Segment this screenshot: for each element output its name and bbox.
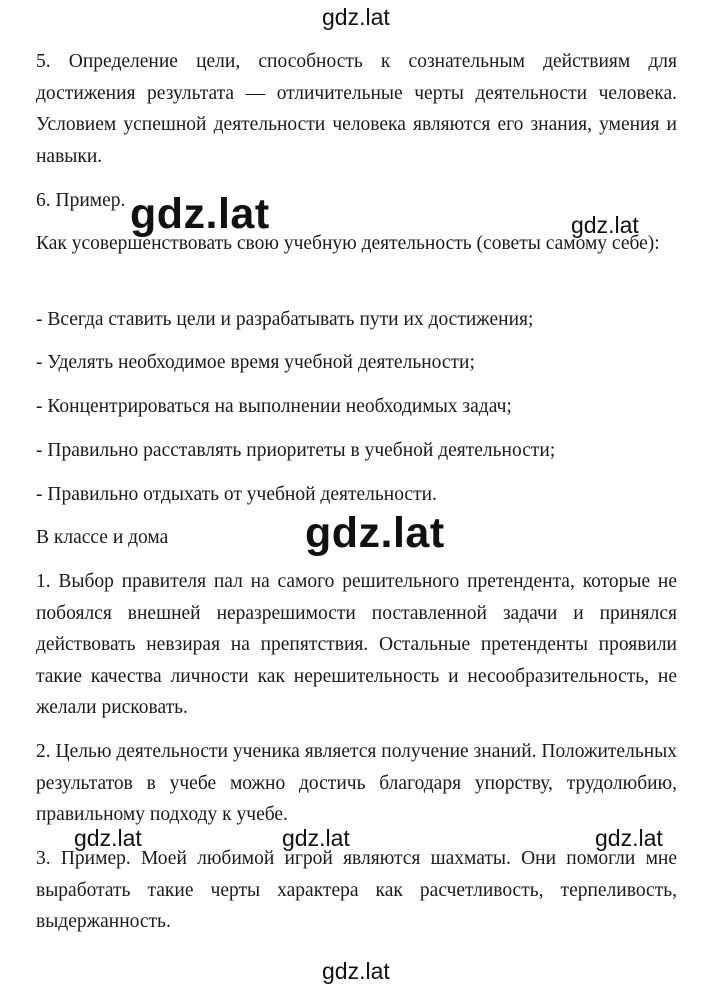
paragraph-6-heading: 6. Пример. <box>36 190 126 211</box>
watermark-bottom: gdz.lat <box>322 958 390 984</box>
watermark-small-left: gdz.lat <box>74 825 142 851</box>
watermark-large-2: gdz.lat <box>305 509 445 557</box>
section-heading: В классе и дома <box>36 527 169 548</box>
watermark-small-right: gdz.lat <box>571 212 639 238</box>
paragraph-5: 5. Определение цели, способность к сознательным действиям для достижения результата — отличительные черты деятельности человека. Условием успешной деятельности человека являются его знания, умения и навыки. <box>36 51 677 167</box>
watermark-large-1: gdz.lat <box>130 190 270 238</box>
advice-item-3: - Концентрироваться на выполнении необходимых задач; <box>36 396 512 417</box>
paragraph-class-3: 3. Пример. Моей любимой игрой являются шахматы. Они помогли мне выработать такие черты характера как расчетливость, терпеливость, выдержанность. <box>36 848 677 932</box>
advice-item-2: - Уделять необходимое время учебной деятельности; <box>36 352 475 373</box>
watermark-small-center: gdz.lat <box>282 825 350 851</box>
advice-intro: Как усовершенствовать свою учебную деятельность (советы самому себе): <box>36 233 660 254</box>
paragraph-class-1: 1. Выбор правителя пал на самого решительного претендента, которые не побоялся внешней неразрешимости поставленной задачи и принялся действовать невзирая на препятствия. Остальные претенденты проявили такие качества личности как нерешительность и несообразительность, не желали рисковать. <box>36 571 677 718</box>
advice-item-4: - Правильно расставлять приоритеты в учебной деятельности; <box>36 440 556 461</box>
watermark-small-right-2: gdz.lat <box>595 825 663 851</box>
watermark-top: gdz.lat <box>322 4 390 30</box>
advice-item-1: - Всегда ставить цели и разрабатывать пути их достижения; <box>36 309 534 330</box>
advice-item-5: - Правильно отдыхать от учебной деятельности. <box>36 484 437 505</box>
paragraph-class-2: 2. Целью деятельности ученика является получение знаний. Положительных результатов в учебе можно достичь благодаря упорству, трудолюбию, правильному подходу к учебе. <box>36 741 677 825</box>
